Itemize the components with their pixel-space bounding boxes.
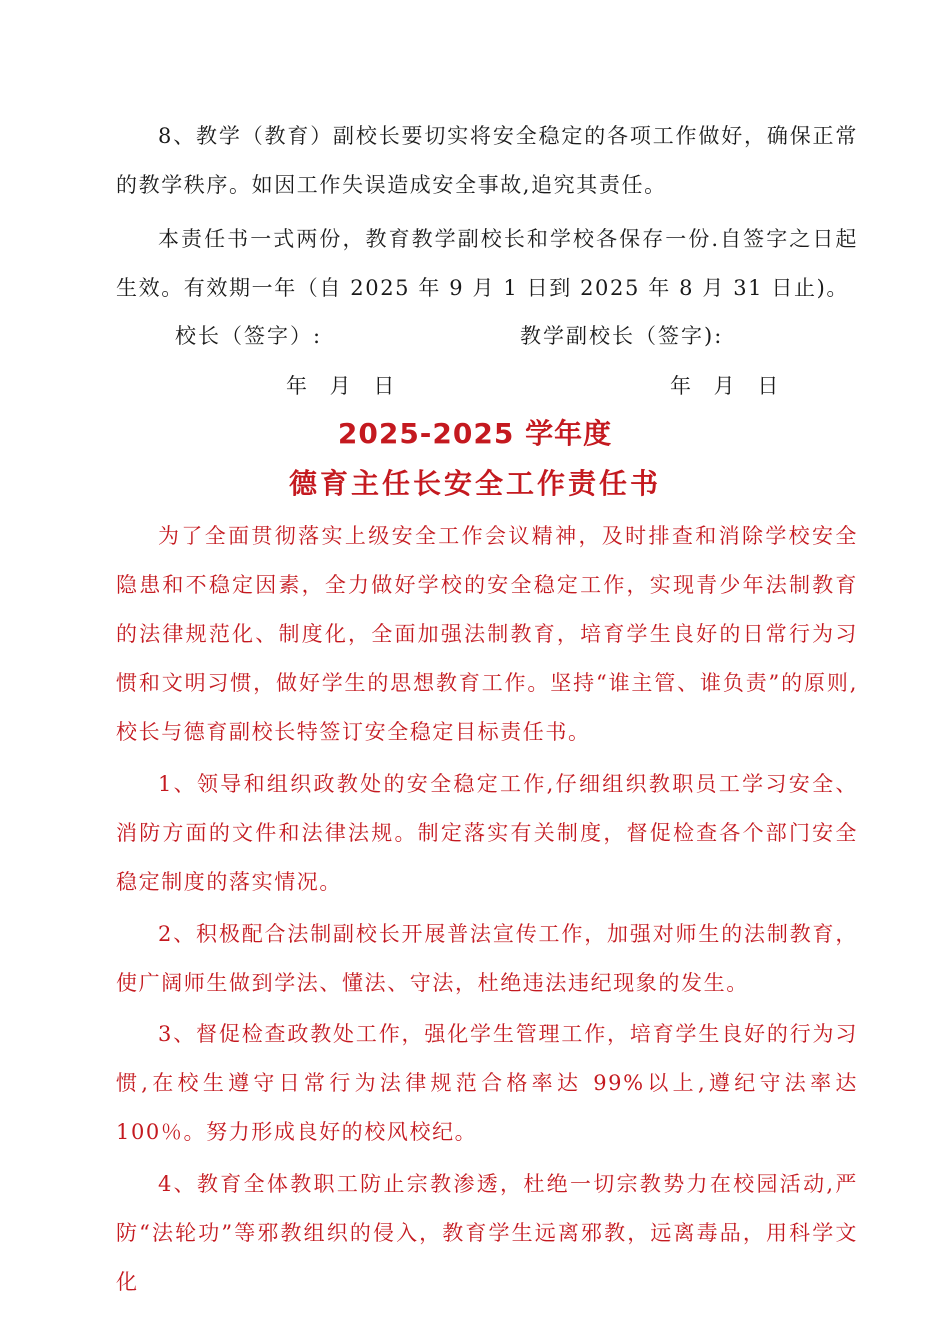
responsibility-item-2: 2、积极配合法制副校长开展普法宣传工作，加强对师生的法制教育，使广阔师生做到学法、懂法、守法，杜绝违法违纪现象的发生。 xyxy=(116,922,858,995)
responsibility-item-8: 8、教学（教育）副校长要切实将安全稳定的各项工作做好，确保正常的教学秩序。如因工作失误造成安全事故,追究其责任。 xyxy=(116,124,858,197)
copies-validity-paragraph: 本责任书一式两份，教育教学副校长和学校各保存一份.自签字之日起生效。有效期一年（自 2025 年 9 月 1 日到 2025 年 8 月 31 日止)。 xyxy=(116,227,858,300)
vice-principal-date-label: 年 月 日 xyxy=(670,374,779,398)
principal-signature-label: 校长（签字）: xyxy=(175,324,323,348)
vice-principal-signature-label: 教学副校长（签字): xyxy=(520,324,724,348)
responsibility-item-3: 3、督促检查政教处工作，强化学生管理工作，培育学生良好的行为习惯,在校生遵守日常行为法律规范合格率达 99%以上,遵纪守法率达 100％。努力形成良好的校风校纪。 xyxy=(116,1022,858,1144)
responsibility-item-4: 4、教育全体教职工防止宗教渗透，杜绝一切宗教势力在校园活动,严防“法轮功”等邪教组织的侵入，教育学生远离邪教，远离毒品，用科学文化 xyxy=(116,1172,858,1294)
document-title-year: 2025-2025 学年度 xyxy=(337,417,613,450)
responsibility-item-1: 1、领导和组织政教处的安全稳定工作,仔细组织教职员工学习安全、消防方面的文件和法律法规。制定落实有关制度，督促检查各个部门安全稳定制度的落实情况。 xyxy=(116,772,858,894)
principal-date-label: 年 月 日 xyxy=(286,374,395,398)
document-title: 德育主任长安全工作责任书 xyxy=(288,467,661,500)
intro-paragraph: 为了全面贯彻落实上级安全工作会议精神，及时排查和消除学校安全隐患和不稳定因素，全力做好学校的安全稳定工作，实现青少年法制教育的法律规范化、制度化，全面加强法制教育，培育学生良好的日常行为习惯和文明习惯，做好学生的思想教育工作。坚持“谁主管、谁负责”的原则,校长与德育副校长特签订安全稳定目标责任书。 xyxy=(116,524,858,744)
